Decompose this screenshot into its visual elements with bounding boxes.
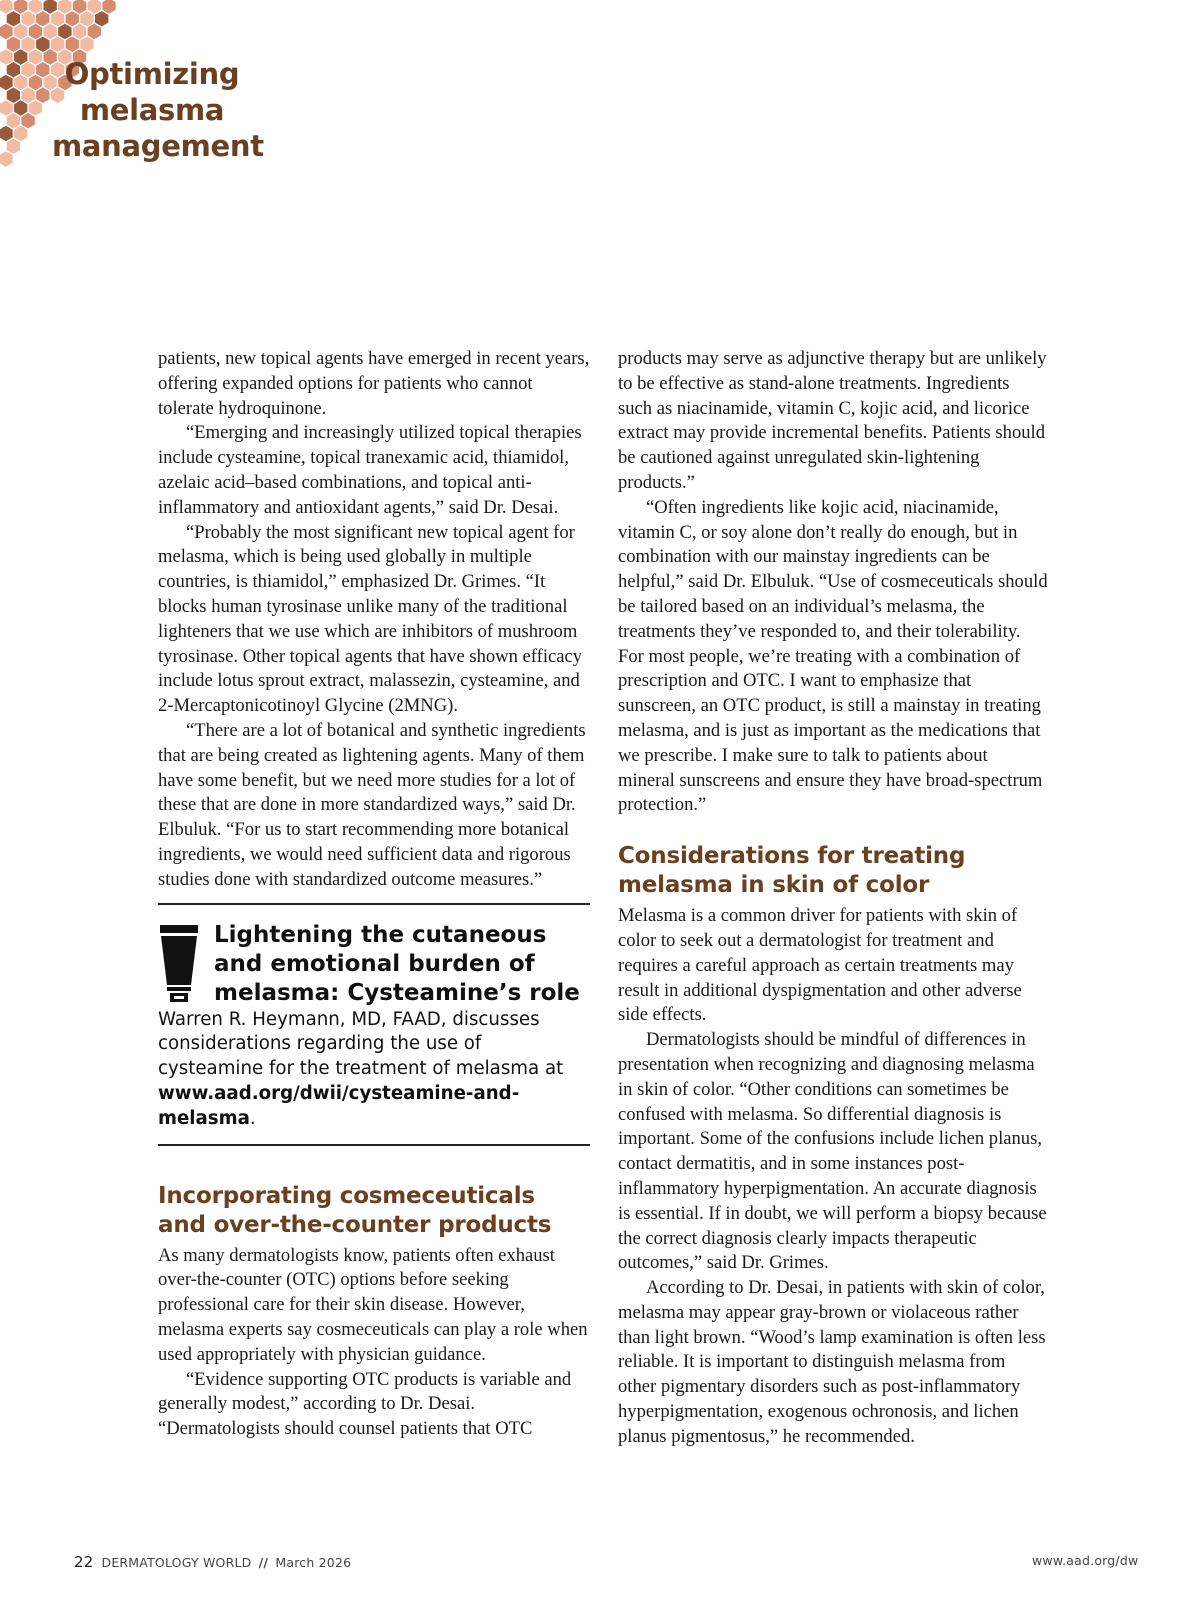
body-paragraph: “Probably the most significant new topical agent for melasma, which is being used globally in multiple countries, is thiamidol,” emphasized Dr. Grimes. “It blocks human tyrosinase unlike many of the traditional lighteners that we use which are inhibitors of mushroom tyrosinase. Other topical agents that have shown efficacy include lotus sprout extract, malassezin, cysteamine, and 2-Mercaptonicotinoyl Glycine (2MNG). bbox=[158, 521, 583, 717]
body-paragraph: products may serve as adjunctive therapy but are unlikely to be effective as stand-alone treatments. Ingredients such as niacinamide, vitamin C, kojic acid, and licorice extract may provide incremental benefits. Patients should be cautioned against unregulated skin-lightening products.” bbox=[618, 348, 1047, 493]
right-column bbox=[618, 347, 1048, 1450]
callout-body-text: Warren R. Heymann, MD, FAAD, discusses considerations regarding the use of cysteamine for the treatment of melasma at bbox=[158, 1008, 564, 1080]
hexagon-tile bbox=[7, 37, 20, 53]
hexagon-tile bbox=[66, 11, 79, 26]
hexagon-tile bbox=[58, 0, 71, 14]
hexagon-tile bbox=[73, 24, 86, 39]
hexagon-tile bbox=[0, 151, 13, 166]
body-paragraph: Dermatologists should be mindful of differences in presentation when recognizing and diagnosing melasma in skin of color. “Other conditions can sometimes be confused with melasma. So differential diagnosis is important. Some of the confusions include lichen planus, contact dermatitis, and in some instances post-inflammatory hyperpigmentation. An accurate diagnosis is essential. If in doubt, we will perform a biopsy because the correct diagnosis clearly impacts therapeutic outcomes,” said Dr. Grimes. bbox=[618, 1029, 1047, 1274]
body-paragraph: “Often ingredients like kojic acid, niacinamide, vitamin C, or soy alone don’t really do enough, but in combination with our mainstay ingredients can be helpful,” said Dr. Elbuluk. “Use of cosmeceuticals should be tailored based on an individual’s melasma, the treatments they’ve responded to, and their tolerability. For most people, we’re treating with a combination of prescription and OTC. I want to emphasize that sunscreen, an OTC product, is still a mainstay in treating melasma, and is just as important as the medications that we prescribe. I make sure to talk to patients about mineral sunscreens and ensure they have broad-spectrum protection.” bbox=[618, 496, 1048, 816]
hexagon-tile bbox=[88, 24, 101, 39]
hexagon-tile bbox=[14, 100, 27, 115]
hexagon-tile bbox=[14, 49, 27, 64]
left-column bbox=[158, 347, 590, 1442]
hexagon-tile bbox=[36, 11, 49, 26]
hexagon-tile bbox=[51, 37, 64, 53]
callout-title: Lightening the cutaneous and emotional burden of melasma: Cysteamine’s role bbox=[214, 921, 580, 1006]
hexagon-tile bbox=[80, 11, 93, 26]
subhead-cosmeceuticals: Incorporating cosmeceuticals and over-the-counter products bbox=[158, 1182, 552, 1238]
hexagon-tile bbox=[29, 0, 42, 14]
hexagon-tile bbox=[51, 11, 64, 26]
hexagon-tile bbox=[36, 62, 49, 78]
hexagon-tile bbox=[95, 11, 108, 26]
hexagon-tile bbox=[7, 62, 20, 78]
hexagon-tile bbox=[21, 62, 34, 78]
hexagon-tile bbox=[0, 126, 13, 141]
hexagon-tile bbox=[7, 88, 20, 104]
hexagon-tile bbox=[66, 37, 79, 53]
section-title-line: melasma bbox=[79, 93, 225, 127]
section-title-line: management bbox=[52, 129, 264, 163]
body-paragraph: As many dermatologists know, patients often exhaust over-the-counter (OTC) options before seeking professional care for their skin disease. However, melasma experts say cosmeceuticals can play a role when used appropriately with physician guidance. bbox=[158, 1244, 588, 1365]
related-article-callout bbox=[158, 903, 590, 1146]
footer-left bbox=[74, 1553, 351, 1571]
hexagon-tile bbox=[44, 24, 57, 39]
footer-separator: // bbox=[258, 1555, 269, 1570]
tube-icon bbox=[158, 923, 200, 1005]
body-paragraph: According to Dr. Desai, in patients with skin of color, melasma may appear gray-brown or violaceous rather than light brown. “Wood’s lamp examination is often less reliable. It is important to distinguish melasma from other pigmentary disorders such as post-inflammatory hyperpigmentation, exogenous ochronosis, and lichen planus pigmentosus,” he recommended. bbox=[618, 1277, 1046, 1447]
hexagon-tile bbox=[44, 0, 57, 14]
issue-date: March 2026 bbox=[275, 1555, 352, 1570]
hexagon-tile bbox=[29, 75, 42, 90]
subhead-skin-of-color: Considerations for treating melasma in skin of color bbox=[618, 843, 966, 899]
hexagon-tile bbox=[14, 0, 27, 14]
publication-name: DERMATOLOGY WORLD bbox=[101, 1555, 252, 1570]
page-number: 22 bbox=[74, 1553, 94, 1571]
hexagon-tile bbox=[80, 37, 93, 53]
hexagon-tile bbox=[21, 37, 34, 53]
hexagon-tile bbox=[29, 24, 42, 39]
hexagon-tile bbox=[14, 24, 27, 39]
hexagon-tile bbox=[7, 113, 20, 128]
body-paragraph: patients, new topical agents have emerged in recent years, offering expanded options for patients who cannot tolerate hydroquinone. bbox=[158, 348, 590, 419]
hexagon-tile bbox=[73, 0, 86, 14]
body-paragraph: “There are a lot of botanical and synthetic ingredients that are being created as lightening agents. Many of them have some benefit, but we need more studies for a lot of these that are done in more standardized ways,” said Dr. Elbuluk. “For us to start recommending more botanical ingredients, we would need sufficient data and rigorous studies done with standardized outcome measures.” bbox=[158, 719, 586, 890]
body-paragraph: “Evidence supporting OTC products is variable and generally modest,” according to Dr. Desai. “Dermatologists should counsel patients that OTC bbox=[158, 1368, 572, 1440]
hexagon-tile bbox=[21, 113, 34, 128]
hexagon-tile bbox=[0, 100, 13, 115]
hexagon-tile bbox=[0, 75, 13, 90]
callout-trailing: . bbox=[249, 1107, 256, 1129]
hexagon-tile bbox=[58, 24, 71, 39]
hexagon-tile bbox=[21, 11, 34, 26]
hexagon-tile bbox=[7, 11, 20, 26]
hexagon-tile bbox=[14, 75, 27, 90]
hexagon-tile bbox=[0, 0, 13, 14]
hexagon-tile bbox=[29, 49, 42, 64]
hexagon-tile bbox=[14, 126, 27, 141]
callout-body bbox=[158, 1008, 590, 1132]
hexagon-tile bbox=[29, 100, 42, 115]
hexagon-tile bbox=[0, 24, 13, 39]
section-title-line: Optimizing bbox=[64, 57, 240, 91]
callout-header bbox=[158, 921, 590, 1008]
hexagon-tile bbox=[0, 49, 13, 64]
section-title bbox=[52, 56, 264, 164]
body-paragraph: Melasma is a common driver for patients with skin of color to seek out a dermatologist for treatment and requires a careful approach as certain treatments may result in additional dyspigmentation and other adverse side effects. bbox=[618, 905, 1022, 1026]
hexagon-tile bbox=[36, 88, 49, 104]
footer-url: www.aad.org/dw bbox=[1032, 1553, 1139, 1568]
hexagon-tile bbox=[7, 139, 20, 154]
callout-link[interactable]: www.aad.org/dwii/cysteamine-and-melasma bbox=[158, 1082, 520, 1129]
hexagon-tile bbox=[102, 0, 115, 14]
hexagon-tile bbox=[21, 88, 34, 104]
hexagon-tile bbox=[88, 0, 101, 14]
body-paragraph: “Emerging and increasingly utilized topical therapies include cysteamine, topical tranexamic acid, thiamidol, azelaic acid–based combinations, and topical anti-inflammatory and antioxidant agents,” said Dr. Desai. bbox=[158, 422, 582, 518]
hexagon-tile bbox=[36, 37, 49, 53]
